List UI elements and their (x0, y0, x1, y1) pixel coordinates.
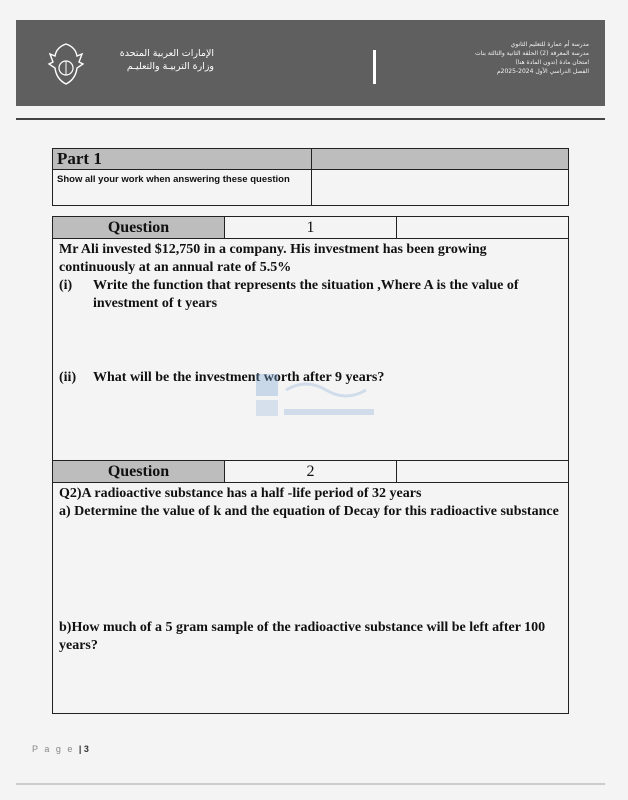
question-2-intro: Q2)A radioactive substance has a half -life period of 32 years (59, 486, 422, 501)
part-table (52, 148, 569, 206)
part-title: Part 1 (53, 149, 312, 170)
question-number: 2 (225, 461, 397, 483)
page-number: | 3 (78, 744, 89, 754)
item-text: What will be the investment worth after 9 years? (93, 370, 385, 385)
question-2-part-b: b)How much of a 5 gram sample of the radioactive substance will be left after 100 years? (59, 620, 546, 653)
part-instruction-blank (312, 170, 569, 206)
header-divider (373, 50, 376, 84)
ministry-name-text: وزارة التربيـة والتعليـم (126, 61, 214, 72)
question-2-body (53, 483, 569, 714)
item-number: (ii) (59, 370, 77, 385)
school-line: الفصل الدراسي الأول 2024-2025م (496, 68, 589, 75)
question-2-part-a: a) Determine the value of k and the equation of Decay for this radioactive substance (59, 504, 559, 519)
answer-space[interactable] (59, 521, 562, 619)
question-label: Question (53, 461, 225, 483)
watermark-logo-icon (256, 370, 378, 430)
item-text: Write the function that represents the situation ,Where A is the value of investment of t years (93, 278, 519, 311)
page-word: P a g e (32, 744, 75, 754)
question-label: Question (53, 217, 225, 239)
school-line: مدرسة المعرفة (2) الحلقة الثانية والثالثة بنات (474, 50, 589, 57)
school-info (419, 40, 589, 76)
ministry-name (94, 47, 214, 73)
question-1-part-i (59, 277, 562, 313)
part-title-blank (312, 149, 569, 170)
uae-name-text: الإمارات العربية المتحدة (119, 48, 214, 59)
part-instruction: Show all your work when answering these question (53, 170, 312, 206)
footer-rule (16, 783, 605, 785)
page-header (16, 20, 605, 106)
question-blank-cell (397, 461, 569, 483)
item-number: (i) (59, 278, 73, 293)
answer-space[interactable] (59, 313, 562, 369)
question-number: 1 (225, 217, 397, 239)
school-line: امتحان مادة (تدون المادة هنا) (515, 59, 589, 66)
header-rule (16, 118, 605, 120)
question-blank-cell (397, 217, 569, 239)
school-line: مدرسة أم عمارة للتعليم الثانوي (510, 41, 589, 48)
question-1-intro: Mr Ali invested $12,750 in a company. His investment has been growing continuously at an annual rate of 5.5% (59, 242, 487, 275)
uae-emblem-icon (46, 40, 86, 86)
question-2-table (52, 460, 569, 714)
page-footer (32, 744, 89, 754)
